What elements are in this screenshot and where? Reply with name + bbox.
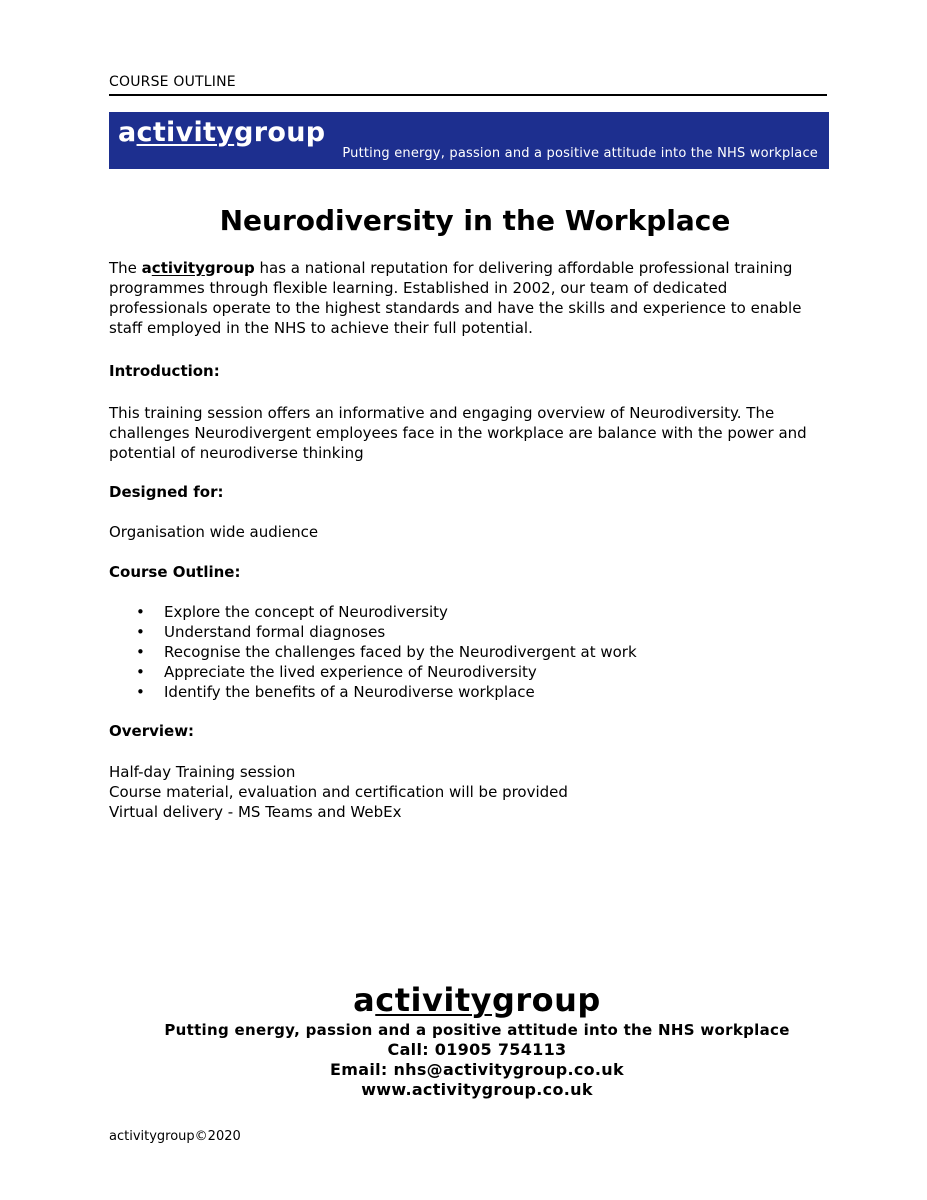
overview-line: Virtual delivery - MS Teams and WebEx xyxy=(109,803,402,821)
banner-logo-mid: ctivity xyxy=(136,117,235,148)
banner-logo-end: group xyxy=(234,117,326,148)
footer-phone: Call: 01905 754113 xyxy=(387,1040,567,1059)
bullet-icon: • xyxy=(136,683,145,701)
list-item xyxy=(109,682,637,702)
copyright-text: activitygroup©2020 xyxy=(109,1129,241,1144)
designed-for-heading: Designed for: xyxy=(109,483,224,501)
document-page xyxy=(109,0,829,1200)
intro-brand-a: a xyxy=(141,259,152,277)
list-item xyxy=(109,642,637,662)
footer-tagline: Putting energy, passion and a positive attitude into the NHS workplace xyxy=(164,1021,790,1039)
bullet-icon: • xyxy=(136,623,145,641)
header-label: COURSE OUTLINE xyxy=(109,74,236,90)
designed-for-text: Organisation wide audience xyxy=(109,523,319,541)
page-title: Neurodiversity in the Workplace xyxy=(219,204,731,237)
introduction-text: This training session offers an informative and engaging overview of Neurodiversity. The challenges Neurodivergent employees face in the workplace are balance with the power and potential of neurodiverse thinking xyxy=(109,404,807,462)
list-item xyxy=(109,662,637,682)
overview-line: Half-day Training session xyxy=(109,763,296,781)
bullet-icon: • xyxy=(136,643,145,661)
footer-logo-end: group xyxy=(491,981,601,1019)
footer-logo xyxy=(109,980,845,1020)
list-item-text: Explore the concept of Neurodiversity xyxy=(164,603,448,621)
list-item-text: Identify the benefits of a Neurodiverse workplace xyxy=(164,683,535,701)
list-item-text: Appreciate the lived experience of Neurodiversity xyxy=(164,663,537,681)
footer-contact xyxy=(109,980,845,1100)
course-outline-list xyxy=(109,602,637,702)
banner-logo-a: a xyxy=(118,117,137,148)
header-rule xyxy=(109,94,827,96)
intro-paragraph xyxy=(109,258,829,338)
footer-logo-mid: ctivity xyxy=(375,981,492,1019)
introduction-heading: Introduction: xyxy=(109,362,220,380)
banner-logo xyxy=(118,117,325,148)
footer-logo-a: a xyxy=(353,981,376,1019)
list-item xyxy=(109,622,637,642)
footer-website: www.activitygroup.co.uk xyxy=(361,1080,593,1099)
bullet-icon: • xyxy=(136,663,145,681)
course-outline-heading: Course Outline: xyxy=(109,563,241,581)
brand-banner xyxy=(109,112,829,169)
list-item-text: Understand formal diagnoses xyxy=(164,623,386,641)
footer-email: Email: nhs@activitygroup.co.uk xyxy=(330,1060,624,1079)
overview-line: Course material, evaluation and certification will be provided xyxy=(109,783,568,801)
bullet-icon: • xyxy=(136,603,145,621)
intro-brand-end: group xyxy=(204,259,255,277)
intro-brand xyxy=(142,259,255,277)
list-item xyxy=(109,602,637,622)
intro-lead: The xyxy=(109,259,142,277)
list-item-text: Recognise the challenges faced by the Neurodivergent at work xyxy=(164,643,637,661)
banner-tagline: Putting energy, passion and a positive attitude into the NHS workplace xyxy=(342,146,818,161)
overview-heading: Overview: xyxy=(109,722,195,740)
overview-lines xyxy=(109,762,568,822)
intro-brand-mid: ctivity xyxy=(151,259,205,277)
intro-text: has a national reputation for delivering affordable professional training programmes through flexible learning. Established in 2002, our team of dedicated professionals operate to the highest standards and have the skills and experience to enable staff employed in the NHS to achieve their full potential. xyxy=(109,259,802,337)
